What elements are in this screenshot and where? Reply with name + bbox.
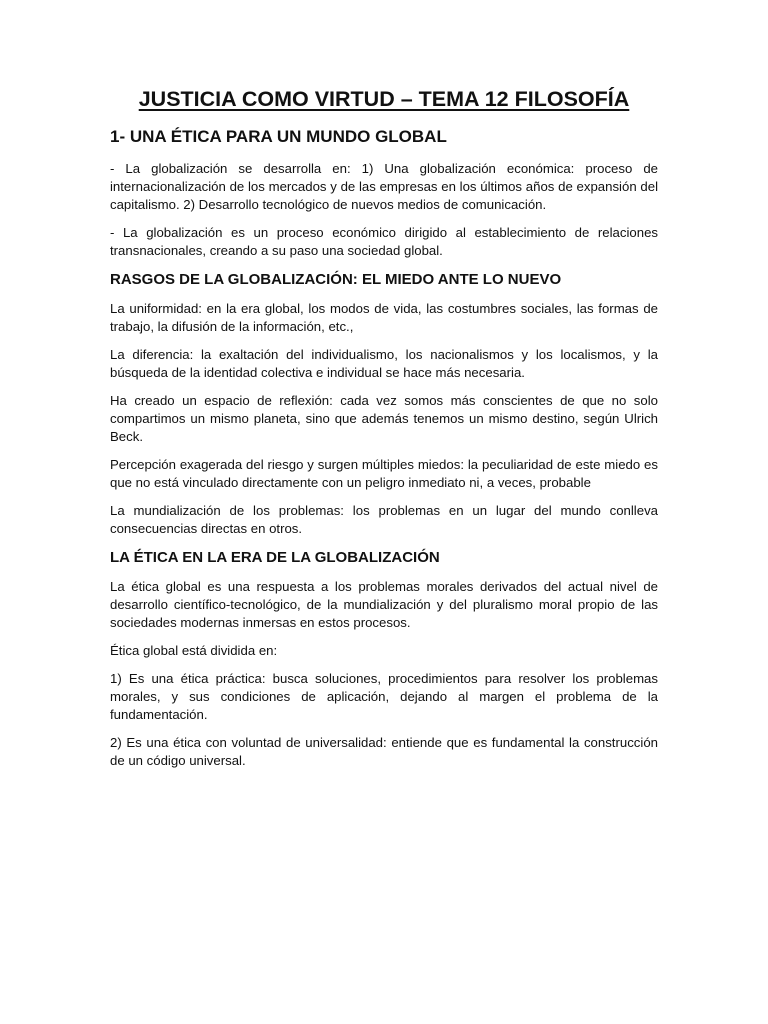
- paragraph: - La globalización es un proceso económico dirigido al establecimiento de relaciones transnacionales, creando a su paso una sociedad global.: [110, 225, 658, 258]
- paragraph: La ética global es una respuesta a los problemas morales derivados del actual nivel de desarrollo científico-tecnológico, de la mundialización y del pluralismo moral propio de las sociedades modernas inmersas en estos procesos.: [110, 579, 658, 630]
- paragraph: - La globalización se desarrolla en: 1) Una globalización económica: proceso de internacionalización de los mercados y de las empresas en los últimos años de expansión del capitalismo. 2) Desarrollo tecnológico de nuevos medios de comunicación.: [110, 161, 658, 212]
- paragraph: La uniformidad: en la era global, los modos de vida, las costumbres sociales, las formas de trabajo, la difusión de la información, etc.,: [110, 301, 658, 334]
- paragraph: Percepción exagerada del riesgo y surgen múltiples miedos: la peculiaridad de este miedo es que no está vinculado directamente con un peligro inmediato ni, a veces, probable: [110, 457, 658, 490]
- document-page: [110, 84, 658, 780]
- paragraph: 1) Es una ética práctica: busca soluciones, procedimientos para resolver los problemas morales, y sus condiciones de aplicación, dejando al margen el problema de la fundamentación.: [110, 671, 658, 722]
- paragraph: La diferencia: la exaltación del individualismo, los nacionalismos y los localismos, y la búsqueda de la identidad colectiva e individual se hace más necesaria.: [110, 347, 658, 380]
- paragraph: 2) Es una ética con voluntad de universalidad: entiende que es fundamental la construcción de un código universal.: [110, 735, 658, 768]
- paragraph: La mundialización de los problemas: los problemas en un lugar del mundo conlleva consecuencias directas en otros.: [110, 503, 658, 536]
- section-heading-rasgos-globalizacion: RASGOS DE LA GLOBALIZACIÓN: EL MIEDO ANTE LO NUEVO: [110, 271, 562, 288]
- document-title: JUSTICIA COMO VIRTUD – TEMA 12 FILOSOFÍA: [138, 87, 630, 111]
- paragraph: Ha creado un espacio de reflexión: cada vez somos más conscientes de que no solo compartimos un mismo planeta, sino que además tenemos un mismo destino, según Ulrich Beck.: [110, 393, 658, 444]
- section-heading-etica-mundo-global: 1- UNA ÉTICA PARA UN MUNDO GLOBAL: [110, 127, 447, 146]
- section-heading-etica-era-globalizacion: LA ÉTICA EN LA ERA DE LA GLOBALIZACIÓN: [110, 549, 440, 566]
- paragraph: Ética global está dividida en:: [110, 643, 278, 658]
